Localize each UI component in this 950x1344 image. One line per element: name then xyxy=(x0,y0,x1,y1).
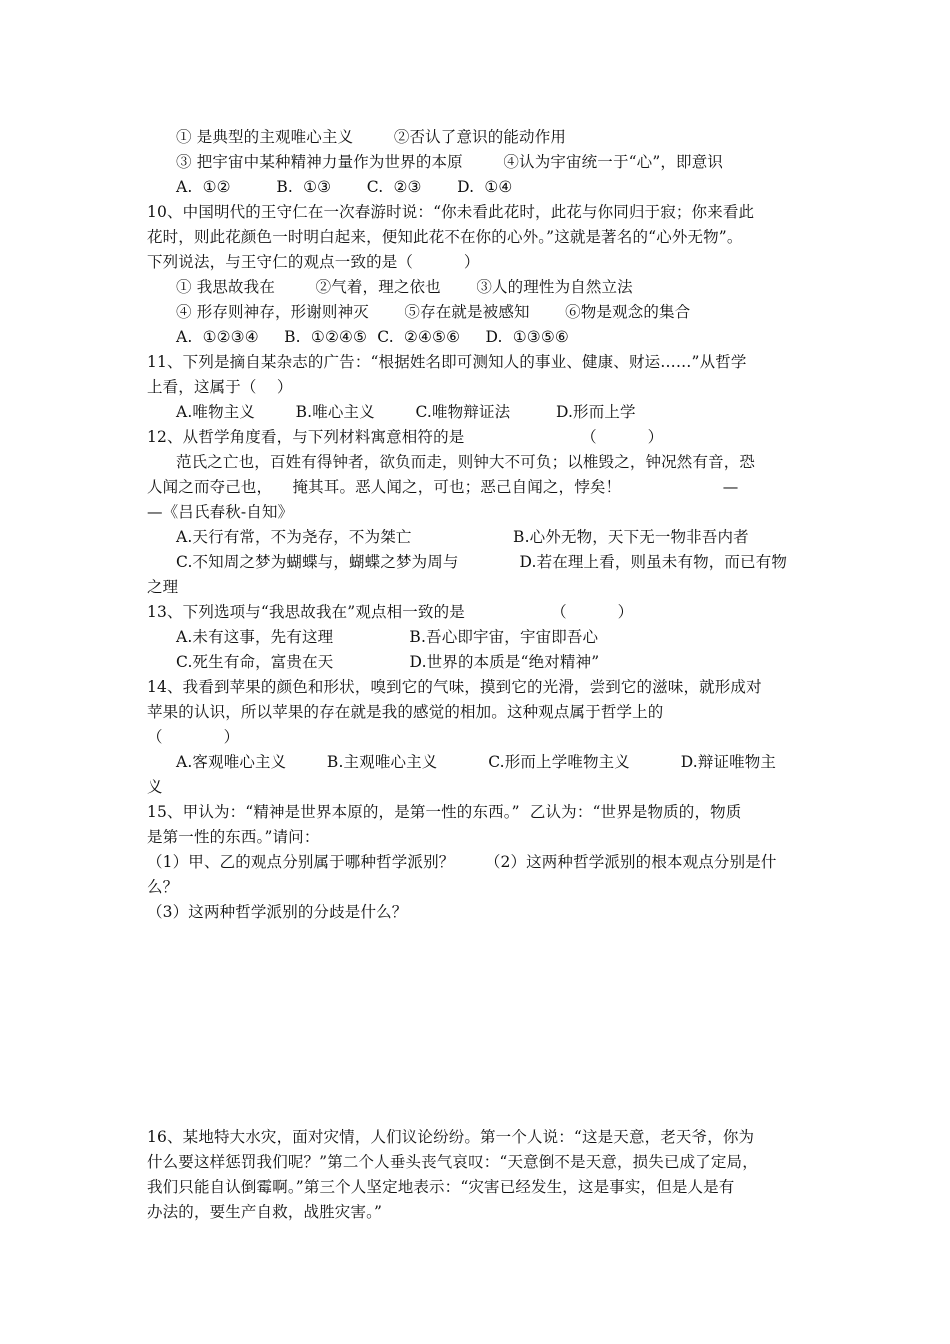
q12-options-c-d: C.不知周之梦为蝴蝶与，蝴蝶之梦为周与 D.若在理上看，则虽未有物，而已有物 xyxy=(176,553,788,571)
q11-stem-line-1: 11、下列是摘自某杂志的广告：“根据姓名即可测知人的事业、健康、财运……”从哲学 xyxy=(147,353,747,371)
q14-stem-line-1: 14、我看到苹果的颜色和形状，嗅到它的气味，摸到它的光滑，尝到它的滋味，就形成对 xyxy=(147,678,762,696)
q9-statements-1-2: ① 是典型的主观唯心主义 ②否认了意识的能动作用 xyxy=(176,128,566,146)
q10-statements-4-6: ④ 形存则神存，形谢则神灭 ⑤存在就是被感知 ⑥物是观念的集合 xyxy=(176,303,691,321)
q12-stem: 12、从哲学角度看，与下列材料寓意相符的是 （ ） xyxy=(147,428,664,446)
q12-passage-source: —《吕氏春秋-自知》 xyxy=(147,503,294,521)
q11-stem-line-2: 上看，这属于（ ） xyxy=(147,378,293,396)
q16-stem-line-1: 16、某地特大水灾，面对灾情，人们议论纷纷。第一个人说：“这是天意，老天爷，你为 xyxy=(147,1128,755,1146)
q14-stem-line-2: 苹果的认识，所以苹果的存在就是我的感觉的相加。这种观点属于哲学上的 xyxy=(147,703,664,721)
q12-passage-line-2: 人闻之而夺己也， 掩其耳。恶人闻之，可也；恶己自闻之，悖矣！ — xyxy=(147,478,739,496)
q16-stem-line-3: 我们只能自认倒霉啊。”第三个人坚定地表示：“灾害已经发生，这是事实，但是人是有 xyxy=(147,1178,735,1196)
q10-stem-line-1: 10、中国明代的王守仁在一次春游时说：“你未看此花时，此花与你同归于寂；你来看此 xyxy=(147,203,755,221)
q16-stem-line-4: 办法的，要生产自救，战胜灾害。” xyxy=(147,1203,383,1221)
q12-options-wrap: 之理 xyxy=(147,578,179,596)
q12-passage-line-1: 范氏之亡也，百姓有得钟者，欲负而走，则钟大不可负；以椎毁之，钟况然有音，恐 xyxy=(176,453,756,471)
q10-stem-line-3: 下列说法，与王守仁的观点一致的是（ ） xyxy=(147,253,480,271)
q10-stem-line-2: 花时，则此花颜色一时明白起来，便知此花不在你的心外。”这就是著名的“心外无物”。 xyxy=(147,228,743,246)
q12-options-a-b: A.天行有常，不为尧存，不为桀亡 B.心外无物，天下无一物非吾内者 xyxy=(176,528,749,546)
q15-stem-line-2: 是第一性的东西。”请问： xyxy=(147,828,320,846)
q10-statements-1-3: ① 我思故我在 ②气着，理之依也 ③人的理性为自然立法 xyxy=(176,278,633,296)
q15-subquestions-wrap: 么？ xyxy=(147,878,179,896)
q11-options: A.唯物主义 B.唯心主义 C.唯物辩证法 D.形而上学 xyxy=(176,403,636,421)
q15-subquestions-1-2: （1）甲、乙的观点分别属于哪种哲学派别？ （2）这两种哲学派别的根本观点分别是什 xyxy=(147,853,777,871)
q9-options: A. ①② B. ①③ C. ②③ D. ①④ xyxy=(176,178,513,196)
q15-stem-line-1: 15、甲认为：“精神是世界本原的，是第一性的东西。” 乙认为：“世界是物质的，物质 xyxy=(147,803,742,821)
q16-stem-line-2: 什么要这样惩罚我们呢？”第二个人垂头丧气哀叹：“天意倒不是天意，损失已成了定局， xyxy=(147,1153,758,1171)
q14-options: A.客观唯心主义 B.主观唯心主义 C.形而上学唯物主义 D.辩证唯物主 xyxy=(176,753,777,771)
q13-stem: 13、下列选项与“我思故我在”观点相一致的是 （ ） xyxy=(147,603,634,621)
q14-options-wrap: 义 xyxy=(147,778,163,796)
q10-options: A. ①②③④ B. ①②④⑤ C. ②④⑤⑥ D. ①③⑤⑥ xyxy=(176,328,569,346)
q9-statements-3-4: ③ 把宇宙中某种精神力量作为世界的本原 ④认为宇宙统一于“心”，即意识 xyxy=(176,153,723,171)
q14-answer-blank: （ ） xyxy=(147,728,240,746)
q15-subquestion-3: （3）这两种哲学派别的分歧是什么？ xyxy=(147,903,408,921)
q13-options-a-b: A.未有这事，先有这理 B.吾心即宇宙，宇宙即吾心 xyxy=(176,628,599,646)
q13-options-c-d: C.死生有命，富贵在天 D.世界的本质是“绝对精神” xyxy=(176,653,600,671)
